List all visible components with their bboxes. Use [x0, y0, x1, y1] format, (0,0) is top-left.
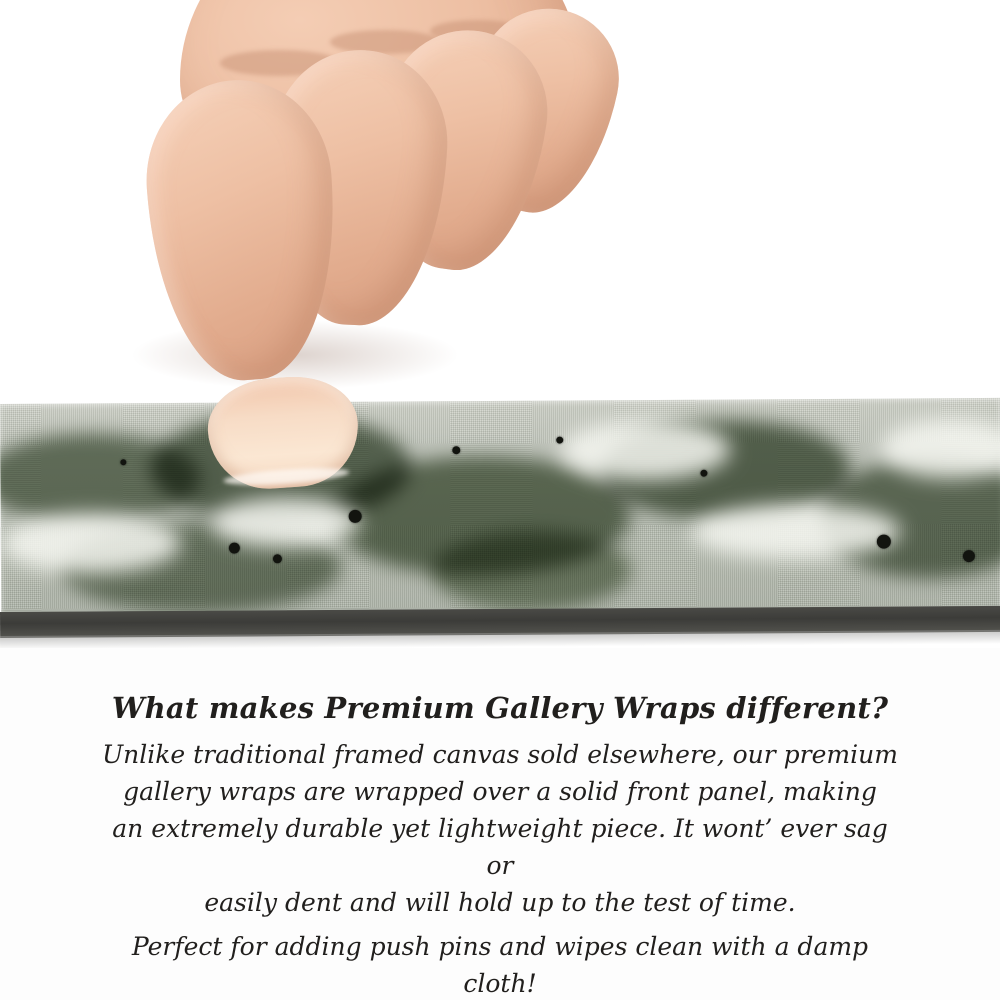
canvas-wrap-edge-texture: [0, 398, 1000, 616]
texture-speck: [349, 510, 362, 523]
hand-pressing-canvas: [120, 0, 580, 430]
texture-speck: [229, 543, 240, 554]
caption-line: gallery wraps are wrapped over a solid front panel, making: [123, 777, 877, 807]
texture-speck: [273, 554, 282, 563]
caption-heading: What makes Premium Gallery Wraps different?: [111, 691, 889, 725]
texture-speck: [700, 470, 707, 477]
texture-speck: [963, 550, 975, 562]
texture-speck: [556, 437, 563, 444]
caption-block: [0, 690, 1000, 1000]
texture-highlight: [211, 497, 361, 548]
texture-blotch: [431, 530, 631, 611]
caption-line: an extremely durable yet lightweight piece. It wont’ ever sag or: [112, 814, 888, 881]
caption-body: [0, 736, 1000, 1000]
caption-final-line: Perfect for adding push pins and wipes clean with a damp cloth!: [131, 932, 869, 999]
texture-speck: [877, 535, 891, 549]
caption-line: easily dent and will hold up to the test of time.: [204, 888, 796, 918]
caption-line: Unlike traditional framed canvas sold elsewhere, our premium: [102, 740, 898, 770]
texture-speck: [120, 459, 126, 465]
texture-speck: [452, 446, 460, 454]
